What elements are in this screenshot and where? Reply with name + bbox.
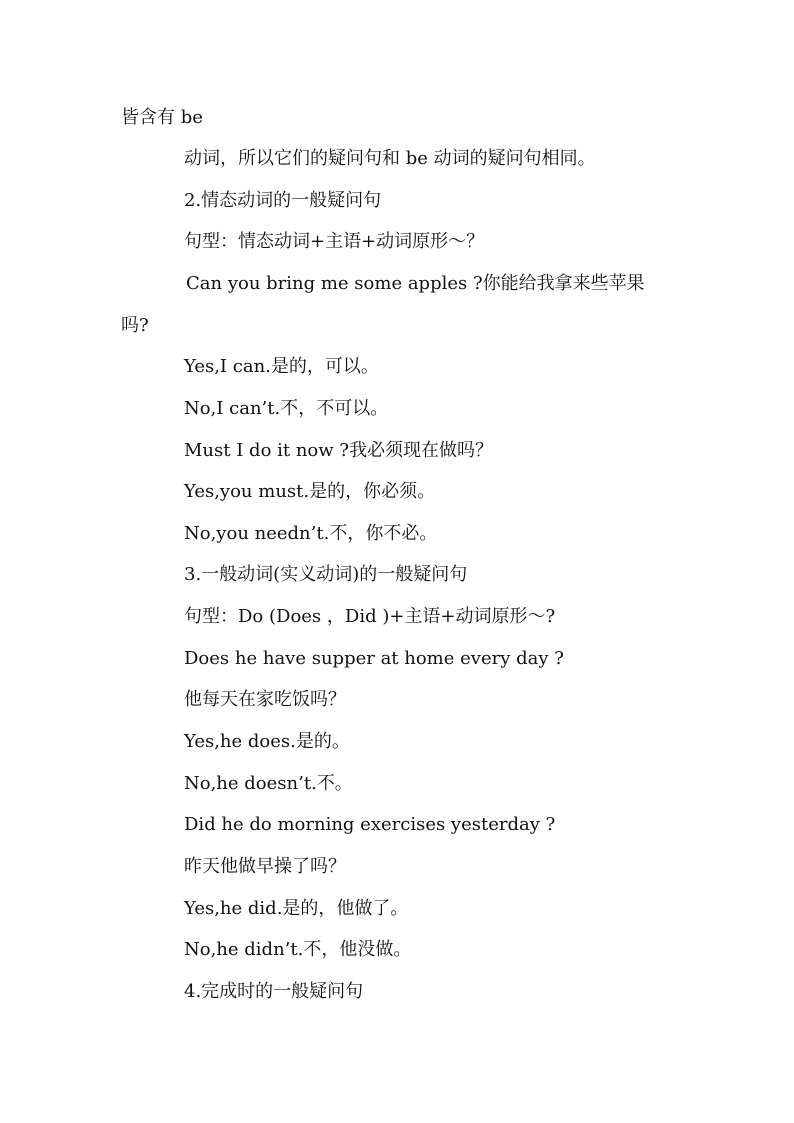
answer-no-he-didnt: No,he didn’t.不，他没做。 xyxy=(184,939,412,960)
translation-did-he: 昨天他做早操了吗？ xyxy=(184,856,346,877)
answer-yes-he-does: Yes,he does.是的。 xyxy=(184,731,350,752)
answer-yes-i-can: Yes,I can.是的，可以。 xyxy=(184,356,379,377)
section-heading-4: 4.完成时的一般疑问句 xyxy=(184,981,364,1002)
example-line-does-he: Does he have supper at home every day ? xyxy=(184,648,564,669)
section-heading-2: 2.情态动词的一般疑问句 xyxy=(184,190,382,211)
answer-yes-you-must: Yes,you must.是的，你必须。 xyxy=(184,481,436,502)
section-heading-3: 3.一般动词(实义动词)的一般疑问句 xyxy=(184,564,468,585)
example-line-must-i: Must I do it now ?我必须现在做吗？ xyxy=(184,440,494,461)
answer-no-he-doesnt: No,he doesn’t.不。 xyxy=(184,773,353,794)
example-line-can-you: Can you bring me some apples ?你能给我拿来些苹果 xyxy=(186,273,645,294)
text-line-2: 动词，所以它们的疑问句和 be 动词的疑问句相同。 xyxy=(184,148,596,169)
translation-does-he: 他每天在家吃饭吗？ xyxy=(184,689,346,710)
example-line-did-he: Did he do morning exercises yesterday ? xyxy=(184,814,556,835)
text-line-1: 皆含有 be xyxy=(121,107,203,128)
sentence-pattern-3: 句型：Do (Does ，Did )+主语+动词原形～? xyxy=(184,606,556,627)
sentence-pattern-2: 句型：情态动词+主语+动词原形～？ xyxy=(184,231,485,252)
answer-no-i-cant: No,I can’t.不，不可以。 xyxy=(184,398,389,419)
answer-no-you-neednt: No,you needn’t.不，你不必。 xyxy=(184,523,438,544)
example-line-can-you-cont: 吗? xyxy=(121,315,149,336)
answer-yes-he-did: Yes,he did.是的，他做了。 xyxy=(184,898,409,919)
